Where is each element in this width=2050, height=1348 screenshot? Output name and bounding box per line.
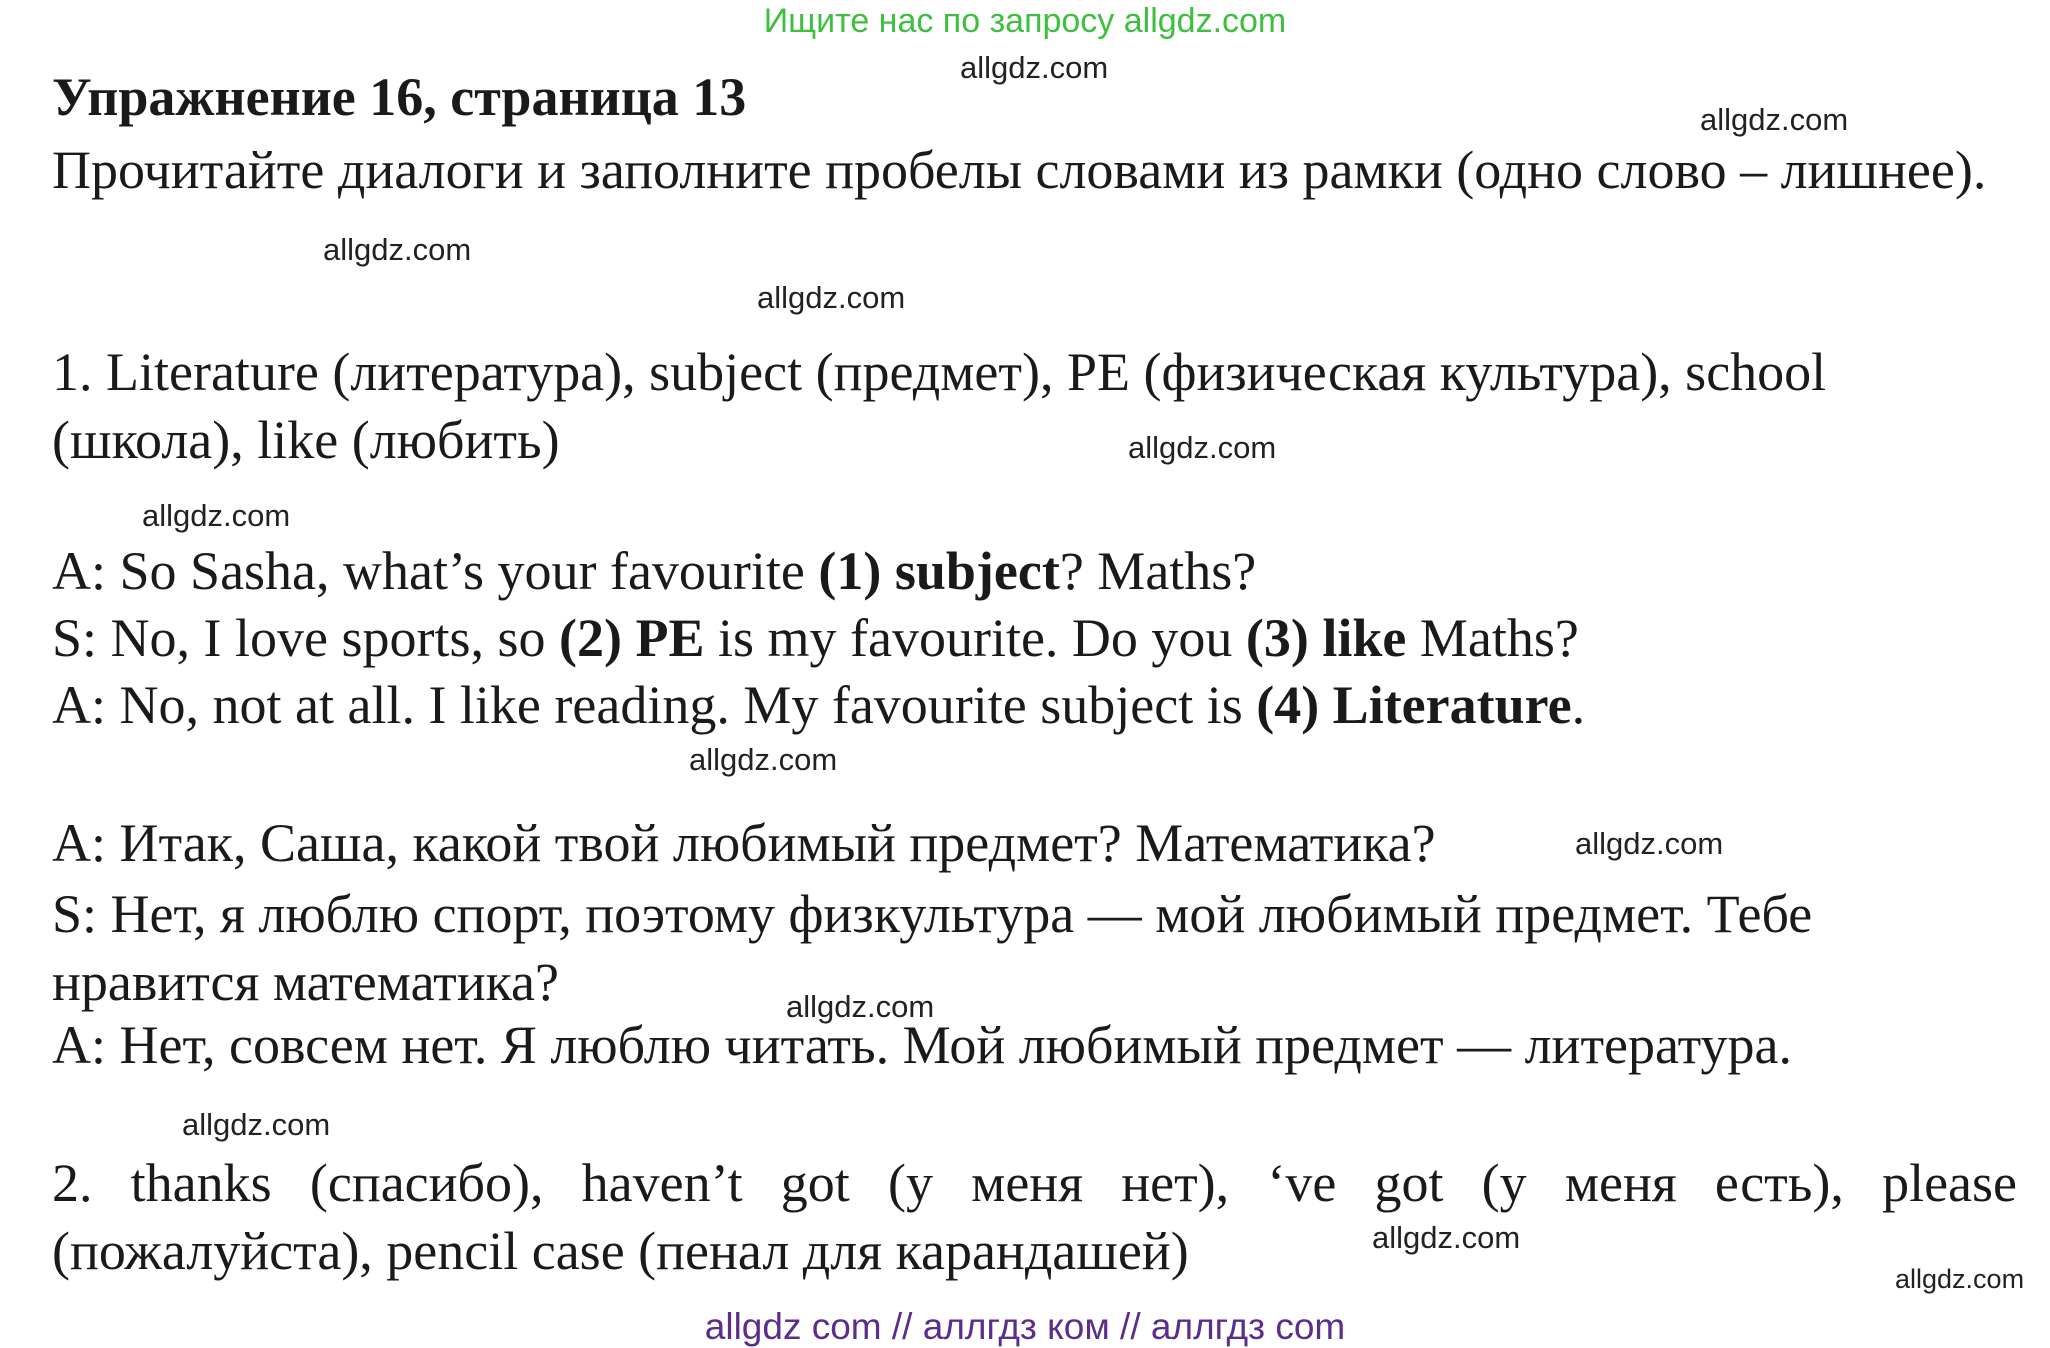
task1-word-box: 1. Literature (литература), subject (предмет), PE (физическая культура), school (школа), like (любить) [52, 342, 1827, 470]
answer-1: (1) subject [818, 541, 1060, 601]
watermark: allgdz.com [960, 50, 1109, 85]
watermark: allgdz.com [1372, 1220, 1521, 1255]
answer-2: (2) PE [559, 608, 705, 668]
exercise-title: Упражнение 16, страница 13 [52, 67, 747, 127]
dialogue-en-line-2: S: No, I love sports, so (2) PE is my favourite. Do you (3) like Maths? [52, 608, 1579, 668]
watermark: allgdz.com [689, 742, 838, 777]
dialogue-en-line-3: A: No, not at all. I like reading. My favourite subject is (4) Literature. [52, 675, 1586, 735]
watermark: allgdz.com [182, 1107, 331, 1142]
watermark: allgdz.com [1895, 1264, 2025, 1294]
dialogue-ru-line-1: A: Итак, Саша, какой твой любимый предмет? Математика? [52, 813, 1436, 873]
task2-word-box: 2. thanks (спасибо), haven’t got (у меня нет), ‘ve got (у меня есть), please (пожалуйста), pencil case (пенал для карандашей) [52, 1153, 2017, 1281]
watermark: allgdz.com [1700, 102, 1849, 137]
watermark: allgdz.com [142, 498, 291, 533]
watermark: allgdz.com [1575, 826, 1724, 861]
watermark: allgdz.com [1128, 430, 1277, 465]
dialogue-ru-line-2: S: Нет, я люблю спорт, поэтому физкультура — мой любимый предмет. Тебе нравится математика? [52, 884, 1813, 1012]
watermark: allgdz.com [757, 280, 906, 315]
watermark: allgdz.com [786, 989, 935, 1024]
instruction-text: Прочитайте диалоги и заполните пробелы словами из рамки (одно слово – лишнее). [52, 140, 1987, 200]
answer-4: (4) Literature [1256, 675, 1572, 735]
site-footer: allgdz com // аллгдз ком // аллгдз com [704, 1306, 1346, 1347]
dialogue-ru-line-3: A: Нет, совсем нет. Я люблю читать. Мой любимый предмет — литература. [52, 1015, 1792, 1075]
dialogue-en-line-1: A: So Sasha, what’s your favourite (1) subject? Maths? [52, 541, 1257, 601]
watermark: allgdz.com [323, 232, 472, 267]
answer-3: (3) like [1245, 608, 1407, 668]
site-banner: Ищите нас по запросу allgdz.com [763, 2, 1287, 40]
